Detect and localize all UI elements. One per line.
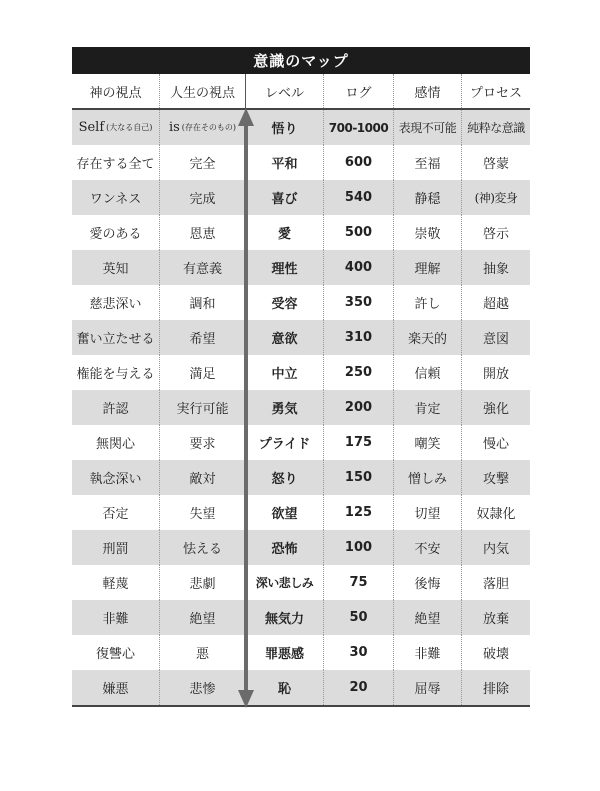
header-row <box>72 74 530 110</box>
log-cell <box>324 145 394 180</box>
life-view-text: 調和 <box>189 297 216 312</box>
table-row <box>72 250 530 285</box>
log-text: 350 <box>344 295 373 310</box>
log-text: 75 <box>349 575 368 590</box>
process-text: 開放 <box>482 367 509 382</box>
god-view-text: ワンネス <box>89 192 142 207</box>
god-view-cell <box>72 110 160 145</box>
log-cell <box>324 180 394 215</box>
level-text: プライド <box>258 437 311 452</box>
god-view-text: 許認 <box>102 402 129 417</box>
emotion-text: 嘲笑 <box>414 437 441 452</box>
process-cell <box>462 600 530 635</box>
table-row <box>72 635 530 670</box>
log-cell <box>324 355 394 390</box>
level-cell <box>246 425 324 460</box>
process-cell <box>462 530 530 565</box>
life-view-text: 満足 <box>189 367 216 382</box>
level-text: 平和 <box>271 157 298 172</box>
process-cell <box>462 320 530 355</box>
log-cell <box>324 670 394 705</box>
life-view-text: 完成 <box>189 192 216 207</box>
level-cell <box>246 320 324 355</box>
emotion-cell <box>394 530 462 565</box>
god-view-cell <box>72 670 160 705</box>
log-cell <box>324 600 394 635</box>
table-row <box>72 180 530 215</box>
process-cell <box>462 425 530 460</box>
emotion-cell <box>394 145 462 180</box>
god-view-text: 英知 <box>102 262 129 277</box>
level-text: 受容 <box>271 297 298 312</box>
life-view-text: 悪 <box>195 647 209 662</box>
level-cell <box>246 250 324 285</box>
process-cell <box>462 180 530 215</box>
level-cell <box>246 635 324 670</box>
god-view-cell <box>72 250 160 285</box>
level-cell <box>246 390 324 425</box>
life-view-text: 怯える <box>182 542 222 557</box>
process-text: (神)変身 <box>474 191 518 205</box>
emotion-cell <box>394 390 462 425</box>
level-text: 愛 <box>277 227 291 242</box>
emotion-cell <box>394 110 462 145</box>
table-row <box>72 670 530 707</box>
life-view-text: 悲惨 <box>189 682 216 697</box>
log-cell <box>324 635 394 670</box>
process-text: 排除 <box>482 682 509 697</box>
process-text: 強化 <box>482 402 509 417</box>
process-text: 啓蒙 <box>482 157 509 172</box>
header-life-view: 人生の視点 <box>160 74 246 108</box>
god-view-text: 奮い立たせる <box>76 332 155 347</box>
process-cell <box>462 355 530 390</box>
table-row <box>72 110 530 145</box>
log-text: 500 <box>344 225 373 240</box>
life-view-text: 失望 <box>189 507 216 522</box>
process-text: 攻撃 <box>482 472 509 487</box>
god-view-cell <box>72 145 160 180</box>
table-row <box>72 425 530 460</box>
god-view-text: 嫌悪 <box>102 682 129 697</box>
process-text: 超越 <box>482 297 509 312</box>
table-row <box>72 355 530 390</box>
emotion-text: 憎しみ <box>407 472 447 487</box>
life-view-cell <box>160 355 246 390</box>
god-view-text: 復讐心 <box>95 647 135 662</box>
life-view-text: 有意義 <box>182 262 222 277</box>
god-view-text: 慈悲深い <box>89 297 142 312</box>
log-text: 310 <box>344 330 373 345</box>
god-view-text: 非難 <box>102 612 129 627</box>
god-view-cell <box>72 530 160 565</box>
life-view-text: 悲劇 <box>189 577 216 592</box>
god-view-text: 軽蔑 <box>102 577 129 592</box>
emotion-text: 表現不可能 <box>398 121 457 135</box>
life-view-cell <box>160 635 246 670</box>
emotion-text: 理解 <box>414 262 441 277</box>
process-cell <box>462 110 530 145</box>
emotion-cell <box>394 670 462 705</box>
emotion-cell <box>394 180 462 215</box>
life-view-text: 完全 <box>189 157 216 172</box>
life-view-cell <box>160 425 246 460</box>
level-text: 罪悪感 <box>264 647 304 662</box>
life-view-text: 敵対 <box>189 472 216 487</box>
emotion-text: 信頼 <box>414 367 441 382</box>
emotion-cell <box>394 635 462 670</box>
process-cell <box>462 565 530 600</box>
life-view-cell <box>160 460 246 495</box>
level-cell <box>246 145 324 180</box>
emotion-cell <box>394 495 462 530</box>
log-text: 100 <box>344 540 373 555</box>
god-view-cell <box>72 635 160 670</box>
life-view-cell <box>160 145 246 180</box>
process-text: 内気 <box>482 542 509 557</box>
emotion-text: 崇敬 <box>414 227 441 242</box>
log-text: 250 <box>344 365 373 380</box>
log-text: 540 <box>344 190 373 205</box>
log-cell <box>324 215 394 250</box>
emotion-text: 屈辱 <box>414 682 441 697</box>
level-text: 意欲 <box>271 332 298 347</box>
emotion-cell <box>394 355 462 390</box>
life-view-cell <box>160 565 246 600</box>
level-cell <box>246 110 324 145</box>
table-row <box>72 530 530 565</box>
level-cell <box>246 180 324 215</box>
emotion-text: 切望 <box>414 507 441 522</box>
table-row <box>72 565 530 600</box>
level-text: 喜び <box>271 192 298 207</box>
emotion-text: 許し <box>414 297 441 312</box>
log-cell <box>324 460 394 495</box>
process-cell <box>462 145 530 180</box>
process-cell <box>462 285 530 320</box>
log-cell <box>324 285 394 320</box>
table-title: 意識のマップ <box>72 47 530 74</box>
emotion-cell <box>394 565 462 600</box>
log-text: 125 <box>344 505 373 520</box>
process-text: 破壊 <box>482 647 509 662</box>
life-view-text: 希望 <box>189 332 216 347</box>
log-cell <box>324 530 394 565</box>
log-text: 200 <box>344 400 373 415</box>
life-view-cell <box>160 670 246 705</box>
life-view-text: is <box>168 120 180 135</box>
emotion-cell <box>394 425 462 460</box>
life-view-cell <box>160 530 246 565</box>
level-cell <box>246 670 324 705</box>
life-view-text: 恩恵 <box>189 227 216 242</box>
god-view-cell <box>72 355 160 390</box>
life-view-cell <box>160 180 246 215</box>
header-level: レベル <box>246 74 324 108</box>
emotion-cell <box>394 320 462 355</box>
log-cell <box>324 110 394 145</box>
god-view-cell <box>72 180 160 215</box>
table-row <box>72 285 530 320</box>
level-cell <box>246 495 324 530</box>
process-cell <box>462 495 530 530</box>
god-view-cell <box>72 425 160 460</box>
log-text: 20 <box>349 680 368 695</box>
god-view-cell <box>72 285 160 320</box>
process-text: 慢心 <box>482 437 509 452</box>
emotion-text: 非難 <box>414 647 441 662</box>
god-view-cell <box>72 565 160 600</box>
level-text: 理性 <box>271 262 298 277</box>
log-cell <box>324 425 394 460</box>
process-text: 落胆 <box>482 577 509 592</box>
god-view-text: 無関心 <box>95 437 135 452</box>
table-row <box>72 495 530 530</box>
god-view-text: 愛のある <box>89 227 142 242</box>
god-view-cell <box>72 495 160 530</box>
level-text: 欲望 <box>271 507 298 522</box>
god-view-text: 刑罰 <box>102 542 129 557</box>
table-row <box>72 145 530 180</box>
table-row <box>72 215 530 250</box>
level-cell <box>246 215 324 250</box>
log-cell <box>324 565 394 600</box>
header-process: プロセス <box>469 85 522 101</box>
log-cell <box>324 250 394 285</box>
log-cell <box>324 390 394 425</box>
process-cell <box>462 635 530 670</box>
emotion-cell <box>394 460 462 495</box>
log-text: 600 <box>344 155 373 170</box>
emotion-cell <box>394 215 462 250</box>
level-text: 無気力 <box>264 612 304 627</box>
life-view-subtext: (存在そのもの) <box>181 123 237 132</box>
level-text: 恐怖 <box>271 542 298 557</box>
log-text: 30 <box>349 645 368 660</box>
level-text: 恥 <box>277 682 291 697</box>
life-view-cell <box>160 215 246 250</box>
process-cell <box>462 390 530 425</box>
process-cell <box>462 250 530 285</box>
header-emotion: 感情 <box>394 74 462 108</box>
log-text: 150 <box>344 470 373 485</box>
process-text: 純粋な意識 <box>467 121 525 135</box>
process-text: 啓示 <box>482 227 509 242</box>
god-view-cell <box>72 460 160 495</box>
life-view-cell <box>160 110 246 145</box>
header-god-view: 神の視点 <box>72 74 160 108</box>
table-row <box>72 460 530 495</box>
log-text: 175 <box>344 435 373 450</box>
life-view-cell <box>160 495 246 530</box>
life-view-text: 要求 <box>189 437 216 452</box>
level-text: 深い悲しみ <box>255 576 314 590</box>
level-text: 怒り <box>271 472 298 487</box>
table-row <box>72 320 530 355</box>
level-cell <box>246 530 324 565</box>
life-view-text: 実行可能 <box>176 402 229 417</box>
level-cell <box>246 600 324 635</box>
life-view-cell <box>160 250 246 285</box>
emotion-text: 肯定 <box>414 402 441 417</box>
emotion-text: 後悔 <box>414 577 441 592</box>
emotion-text: 楽天的 <box>407 332 447 347</box>
level-cell <box>246 285 324 320</box>
level-cell <box>246 460 324 495</box>
emotion-text: 静穏 <box>414 192 441 207</box>
level-text: 中立 <box>271 367 298 382</box>
table-row <box>72 390 530 425</box>
god-view-cell <box>72 320 160 355</box>
god-view-cell <box>72 390 160 425</box>
consciousness-map-table <box>72 47 530 707</box>
god-view-cell <box>72 215 160 250</box>
god-view-subtext: (大なる自己) <box>106 123 153 132</box>
log-cell <box>324 320 394 355</box>
process-text: 奴隷化 <box>476 507 516 522</box>
life-view-cell <box>160 390 246 425</box>
header-log: ログ <box>324 74 394 108</box>
emotion-text: 不安 <box>414 542 441 557</box>
god-view-text: 執念深い <box>89 472 142 487</box>
god-view-text: 否定 <box>102 507 129 522</box>
log-cell <box>324 495 394 530</box>
god-view-cell <box>72 600 160 635</box>
table-row <box>72 600 530 635</box>
process-text: 放棄 <box>482 612 509 627</box>
life-view-cell <box>160 600 246 635</box>
life-view-cell <box>160 320 246 355</box>
process-text: 抽象 <box>482 262 509 277</box>
emotion-cell <box>394 600 462 635</box>
level-text: 勇気 <box>271 402 298 417</box>
process-text: 意図 <box>482 332 509 347</box>
level-cell <box>246 565 324 600</box>
process-cell <box>462 670 530 705</box>
process-cell <box>462 460 530 495</box>
god-view-text: 存在する全て <box>76 157 155 172</box>
level-text: 悟り <box>271 122 298 137</box>
log-text: 400 <box>344 260 373 275</box>
process-cell <box>462 215 530 250</box>
emotion-text: 絶望 <box>414 612 441 627</box>
life-view-cell <box>160 285 246 320</box>
emotion-text: 至福 <box>414 157 441 172</box>
emotion-cell <box>394 250 462 285</box>
level-cell <box>246 355 324 390</box>
god-view-text: 権能を与える <box>76 367 155 382</box>
emotion-cell <box>394 285 462 320</box>
table-body <box>72 110 530 707</box>
life-view-text: 絶望 <box>189 612 216 627</box>
log-text: 700-1000 <box>328 120 389 135</box>
log-text: 50 <box>349 610 368 625</box>
god-view-text: Self <box>78 120 105 135</box>
